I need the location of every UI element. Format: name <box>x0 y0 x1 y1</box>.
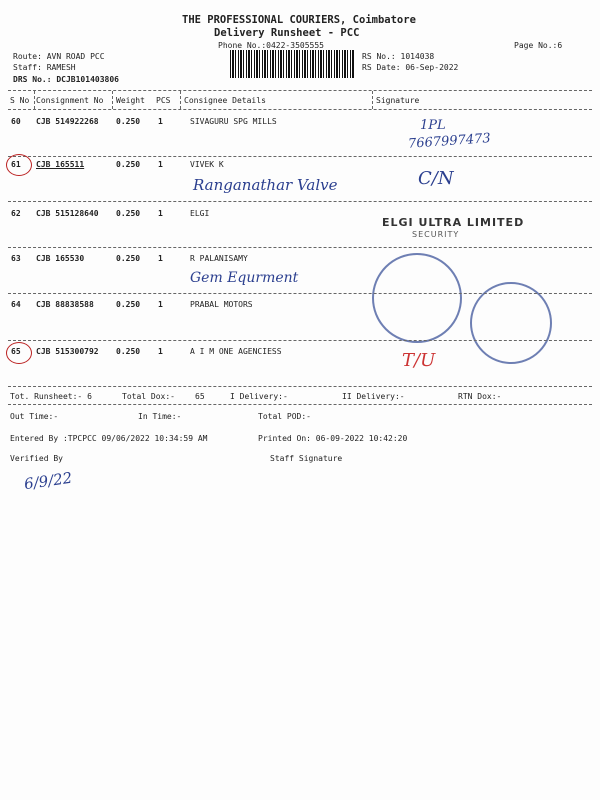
col-header-consignment: Consignment No <box>36 96 104 105</box>
divider <box>8 90 592 91</box>
divider <box>8 109 592 110</box>
total-dox-label: Total Dox:- <box>122 392 175 401</box>
divider <box>8 340 592 341</box>
ii-delivery: II Delivery:- <box>342 392 405 401</box>
route: Route: AVN ROAD PCC <box>13 52 105 61</box>
table-row-pcs: 1 <box>158 300 163 309</box>
verified-signature: 6/9/22 <box>22 468 74 494</box>
table-row-consignment: CJB 514922268 <box>36 117 99 126</box>
out-time: Out Time:- <box>10 412 59 421</box>
table-row-pcs: 1 <box>158 347 163 356</box>
stamp-subtext: SECURITY <box>412 230 460 239</box>
company-name: THE PROFESSIONAL COURIERS, Coimbatore <box>182 14 416 26</box>
table-row-weight: 0.250 <box>116 160 141 169</box>
table-row-weight: 0.250 <box>116 117 141 126</box>
table-row-consignee: VIVEK K <box>190 160 224 169</box>
table-row-pcs: 1 <box>158 160 163 169</box>
handwritten-name: Gem Equrment <box>190 270 299 286</box>
column-separator <box>180 91 181 109</box>
round-stamp <box>470 282 552 364</box>
table-row-sno: 62 <box>11 209 21 218</box>
col-header-consignee: Consignee Details <box>184 96 266 105</box>
handwritten-signature: C/N <box>418 168 454 189</box>
drs-number: DRS No.: DCJB101403806 <box>13 75 119 84</box>
rtn-dox: RTN Dox:- <box>458 392 502 401</box>
divider <box>8 201 592 202</box>
divider <box>8 404 592 405</box>
divider <box>8 293 592 294</box>
company-stamp: ELGI ULTRA LIMITED <box>382 216 525 229</box>
barcode <box>230 50 354 78</box>
table-row-weight: 0.250 <box>116 347 141 356</box>
printed-on: Printed On: 06-09-2022 10:42:20 <box>258 434 408 443</box>
staff: Staff: RAMESH <box>13 63 76 72</box>
divider <box>8 156 592 157</box>
staff-signature: Staff Signature <box>270 454 343 463</box>
table-row-consignee: PRABAL MOTORS <box>190 300 253 309</box>
col-header-sno: S No <box>10 96 30 105</box>
table-row-sno: 61 <box>11 160 21 169</box>
handwritten-signature: T/U <box>402 350 436 371</box>
table-row-pcs: 1 <box>158 209 163 218</box>
table-row-weight: 0.250 <box>116 254 141 263</box>
table-row-sno: 63 <box>11 254 21 263</box>
entered-by: Entered By :TPCPCC 09/06/2022 10:34:59 AM <box>10 434 208 443</box>
rs-number: RS No.: 1014038 <box>362 52 435 61</box>
phone-number: Phone No.:0422-3505555 <box>218 41 324 50</box>
table-row-weight: 0.250 <box>116 300 141 309</box>
round-stamp <box>372 253 462 343</box>
column-separator <box>112 91 113 109</box>
divider <box>8 247 592 248</box>
table-row-consignee: A I M ONE AGENCIESS <box>190 347 282 356</box>
table-row-consignee: SIVAGURU SPG MILLS <box>190 117 277 126</box>
divider <box>8 386 592 387</box>
page-number: Page No.:6 <box>514 41 563 50</box>
table-row-sno: 64 <box>11 300 21 309</box>
table-row-pcs: 1 <box>158 254 163 263</box>
verified-by: Verified By <box>10 454 63 463</box>
table-row-consignee: R PALANISAMY <box>190 254 248 263</box>
rs-date: RS Date: 06-Sep-2022 <box>362 63 459 72</box>
table-row-pcs: 1 <box>158 117 163 126</box>
table-row-consignment: CJB 515300792 <box>36 347 99 356</box>
table-row-consignment: CJB 515128640 <box>36 209 99 218</box>
table-row-sno: 60 <box>11 117 21 126</box>
table-row-consignment: CJB 165530 <box>36 254 85 263</box>
handwritten-name: Ranganathar Valve <box>193 176 338 194</box>
column-separator <box>34 91 35 109</box>
table-row-sno: 65 <box>11 347 21 356</box>
column-separator <box>372 91 373 109</box>
col-header-weight: Weight <box>116 96 145 105</box>
table-row-consignment: CJB 88838588 <box>36 300 94 309</box>
table-row-consignment: CJB 165511 <box>36 160 85 169</box>
handwritten-phone: 7667997473 <box>407 131 492 152</box>
table-row-weight: 0.250 <box>116 209 141 218</box>
tot-runsheet: Tot. Runsheet:- 6 <box>10 392 92 401</box>
in-time: In Time:- <box>138 412 182 421</box>
col-header-signature: Signature <box>376 96 420 105</box>
runsheet-title: Delivery Runsheet - PCC <box>214 27 360 39</box>
table-row-consignee: ELGI <box>190 209 210 218</box>
total-pod: Total POD:- <box>258 412 311 421</box>
handwritten-signature: 1PL <box>420 118 446 133</box>
col-header-pcs: PCS <box>156 96 171 105</box>
total-dox-value: 65 <box>195 392 205 401</box>
i-delivery: I Delivery:- <box>230 392 288 401</box>
